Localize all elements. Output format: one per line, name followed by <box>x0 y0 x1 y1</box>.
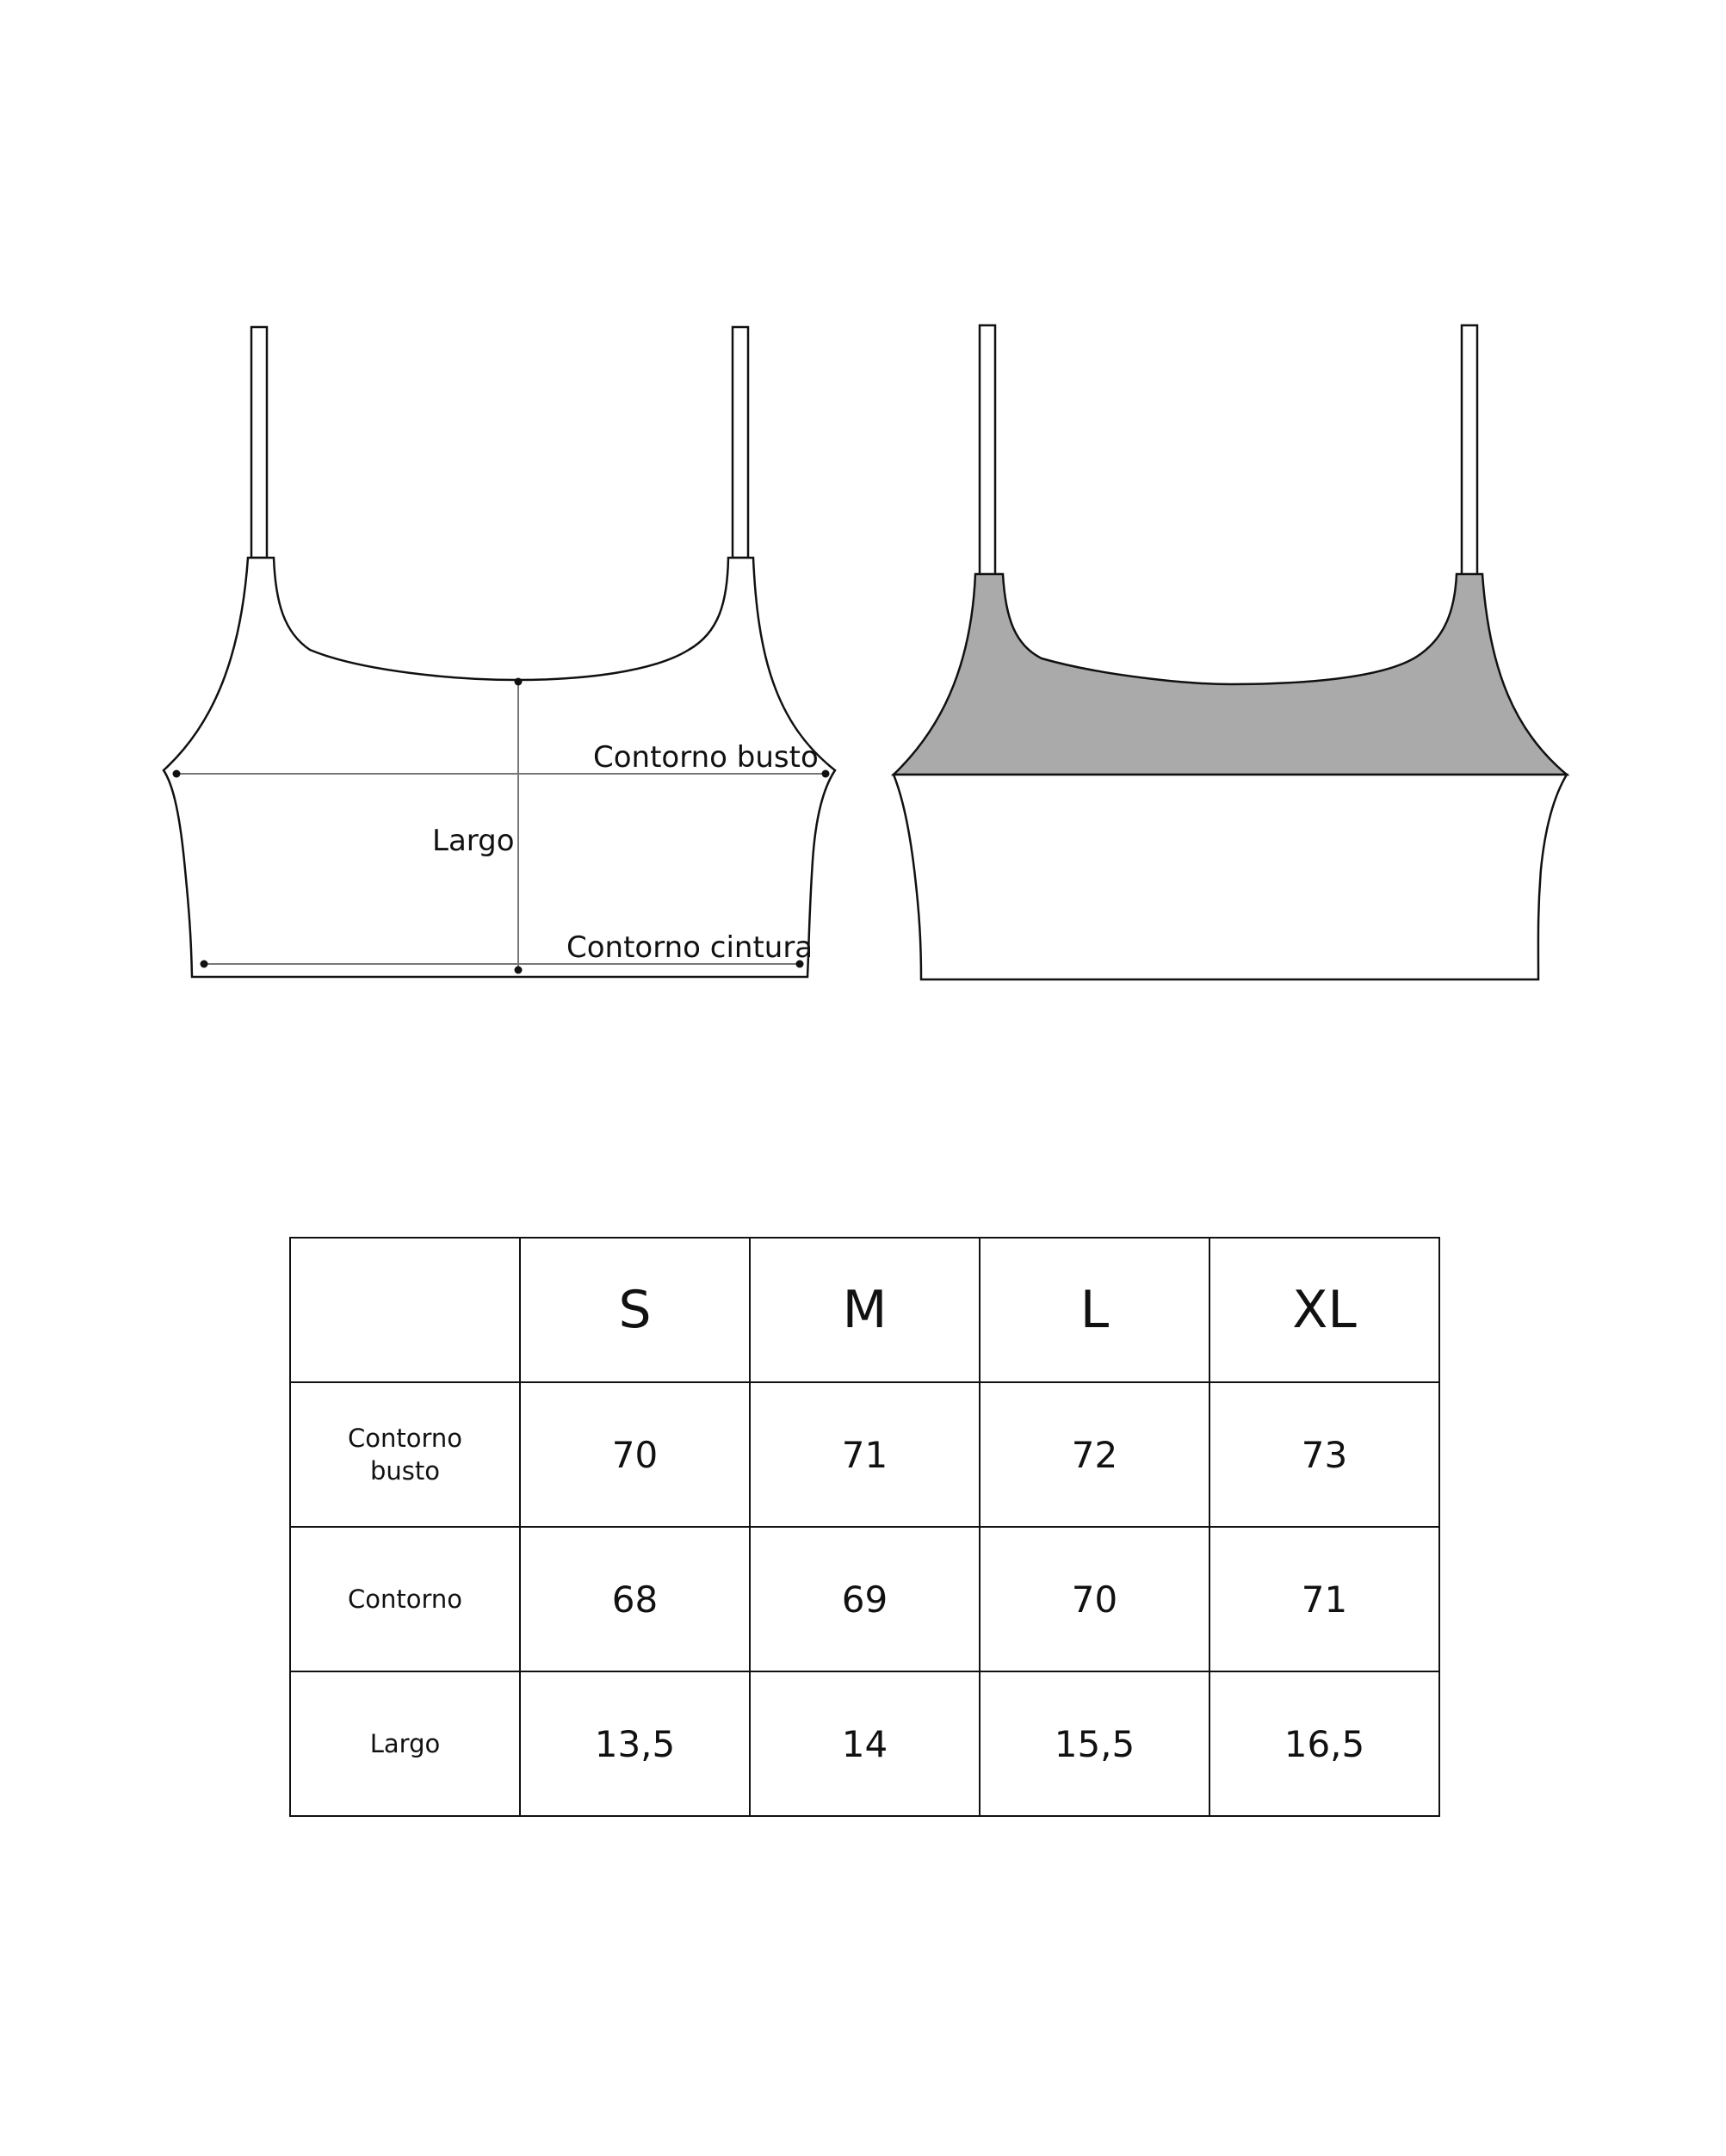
table-cell: 69 <box>750 1527 980 1671</box>
waist-left-dot <box>201 961 208 968</box>
back-upper-panel <box>894 574 1567 775</box>
table-cell: 72 <box>980 1382 1209 1527</box>
bust-label: Contorno busto <box>593 740 819 775</box>
row-label-length <box>290 1671 520 1816</box>
table-row <box>290 1527 1439 1671</box>
size-table <box>289 1237 1440 1817</box>
bust-right-dot <box>822 770 830 778</box>
size-header-m: M <box>750 1238 980 1382</box>
length-label: Largo <box>432 824 515 858</box>
table-cell: 68 <box>520 1527 750 1671</box>
table-cell: 71 <box>750 1382 980 1527</box>
back-left-strap <box>980 325 995 575</box>
size-header-row <box>290 1238 1439 1382</box>
length-top-dot <box>515 678 523 686</box>
table-row <box>290 1671 1439 1816</box>
back-view <box>894 325 1567 979</box>
table-cell: 71 <box>1209 1527 1439 1671</box>
table-cell: 70 <box>520 1382 750 1527</box>
table-corner-cell <box>290 1238 520 1382</box>
row-label-line: Contorno <box>347 1424 463 1453</box>
row-label-line: busto <box>369 1456 440 1486</box>
row-label-bust <box>290 1382 520 1527</box>
row-label-waist <box>290 1527 520 1671</box>
table-cell: 14 <box>750 1671 980 1816</box>
table-cell: 73 <box>1209 1382 1439 1527</box>
back-lower-panel <box>894 775 1567 979</box>
row-label-line: Contorno <box>347 1585 463 1614</box>
table-cell: 70 <box>980 1527 1209 1671</box>
waist-label: Contorno cintura <box>566 930 814 965</box>
front-view <box>164 327 835 977</box>
table-cell: 13,5 <box>520 1671 750 1816</box>
length-bottom-dot <box>515 967 523 974</box>
bust-left-dot <box>173 770 181 778</box>
garment-diagram <box>0 0 1726 1033</box>
front-left-strap <box>251 327 267 558</box>
size-header-xl: XL <box>1209 1238 1439 1382</box>
table-row <box>290 1382 1439 1527</box>
row-label-line: Largo <box>369 1729 441 1758</box>
back-right-strap <box>1462 325 1477 575</box>
table-cell: 15,5 <box>980 1671 1209 1816</box>
front-right-strap <box>733 327 748 558</box>
table-cell: 16,5 <box>1209 1671 1439 1816</box>
size-header-s: S <box>520 1238 750 1382</box>
size-header-l: L <box>980 1238 1209 1382</box>
